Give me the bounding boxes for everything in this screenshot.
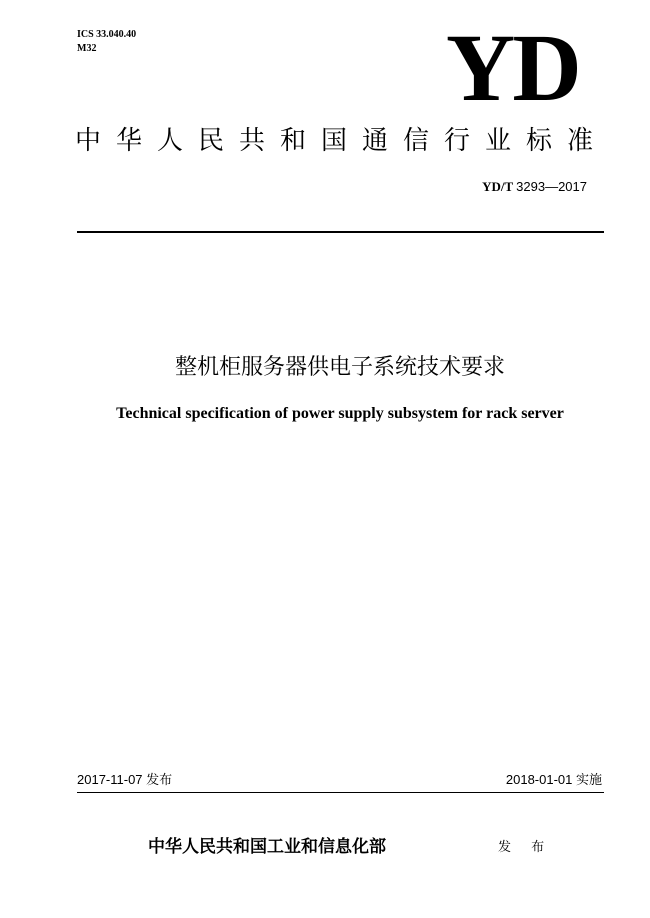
- standard-code: [482, 178, 587, 196]
- ics-code: ICS 33.040.40: [77, 29, 137, 40]
- ccs-code: M32: [77, 43, 97, 54]
- industry-standard-heading: 中华人民共和国通信行业标准: [75, 126, 609, 156]
- issue-date: 2017-11-07 发布: [77, 772, 173, 787]
- publisher-name: 中华人民共和国工业和信息化部: [148, 837, 386, 857]
- publish-label: 发 布: [498, 840, 553, 855]
- standard-code-prefix: YD/T: [482, 179, 513, 194]
- document-title-english: Technical specification of power supply subsystem for rack server: [116, 405, 564, 422]
- implementation-date: 2018-01-01 实施: [505, 772, 602, 787]
- yd-logo: YD: [446, 14, 579, 121]
- top-divider: [77, 231, 604, 233]
- standard-code-number: 3293—2017: [516, 179, 587, 194]
- bottom-divider: [77, 792, 604, 793]
- document-title-chinese: 整机柜服务器供电子系统技术要求: [174, 355, 505, 380]
- classification-codes: [77, 28, 136, 56]
